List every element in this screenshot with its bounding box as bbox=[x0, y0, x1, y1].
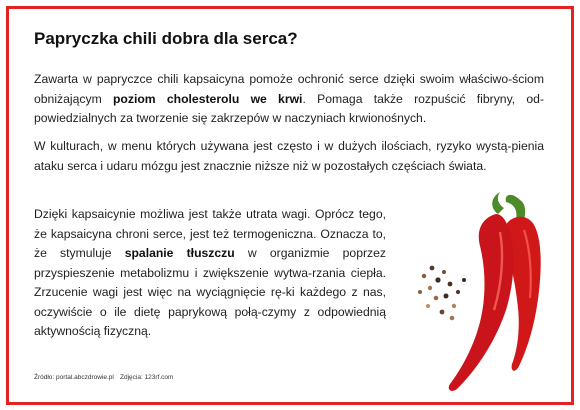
paragraph-text: . Pomaga także rozpuścić fibryny, od-powiedzialnych za tworzenie się zakrzepów w naczyniach krwionośnych. bbox=[34, 91, 544, 125]
chili-peppers-image bbox=[392, 188, 572, 398]
paragraph-text: Dzięki kapsaicynie możliwa jest także utrata wagi. Oprócz tego, że kapsaicyna chroni serce, jest też termogeniczna. Oznacza to, że stymuluje bbox=[34, 207, 386, 260]
chili-pepper-right bbox=[506, 195, 526, 220]
chili-pepper-left bbox=[492, 192, 504, 214]
paragraph-cultures: W kulturach, w menu których używana jest często i w dużych ilościach, ryzyko wystą-pienia ataku serca i udaru mózgu jest znacznie niższe niż w pozostałych częściach świata. bbox=[34, 139, 544, 173]
paragraph-text: w organizmie poprzez przyspieszenie metabolizmu i zwiększenie wytwa-rzania ciepła. Zrzucenie wagi jest więc na wyciągnięcie rę-ki każdego z nas, oczywiście o ile dietę paprykową połą-czymy z odpowiednią aktywnością fizyczną. bbox=[34, 246, 386, 338]
paragraph-weight-loss bbox=[34, 205, 386, 342]
footer-photo-credit: Zdjęcia: 123rf.com bbox=[120, 374, 174, 381]
page-title: Papryczka chili dobra dla serca? bbox=[34, 29, 298, 48]
footer-source: Źródło: portal.abczdrowie.pl bbox=[34, 374, 114, 381]
paragraph-text: Zawarta w papryczce chili kapsaicyna pomoże ochronić serce dzięki swoim właściwo-ściom obniżającym bbox=[34, 72, 544, 106]
bold-phrase-cholesterol: poziom cholesterolu we krwi bbox=[112, 91, 303, 106]
bold-phrase-fat-burning: spalanie tłuszczu bbox=[124, 246, 235, 260]
peppercorns bbox=[418, 266, 466, 321]
paragraph-cholesterol bbox=[34, 70, 544, 129]
